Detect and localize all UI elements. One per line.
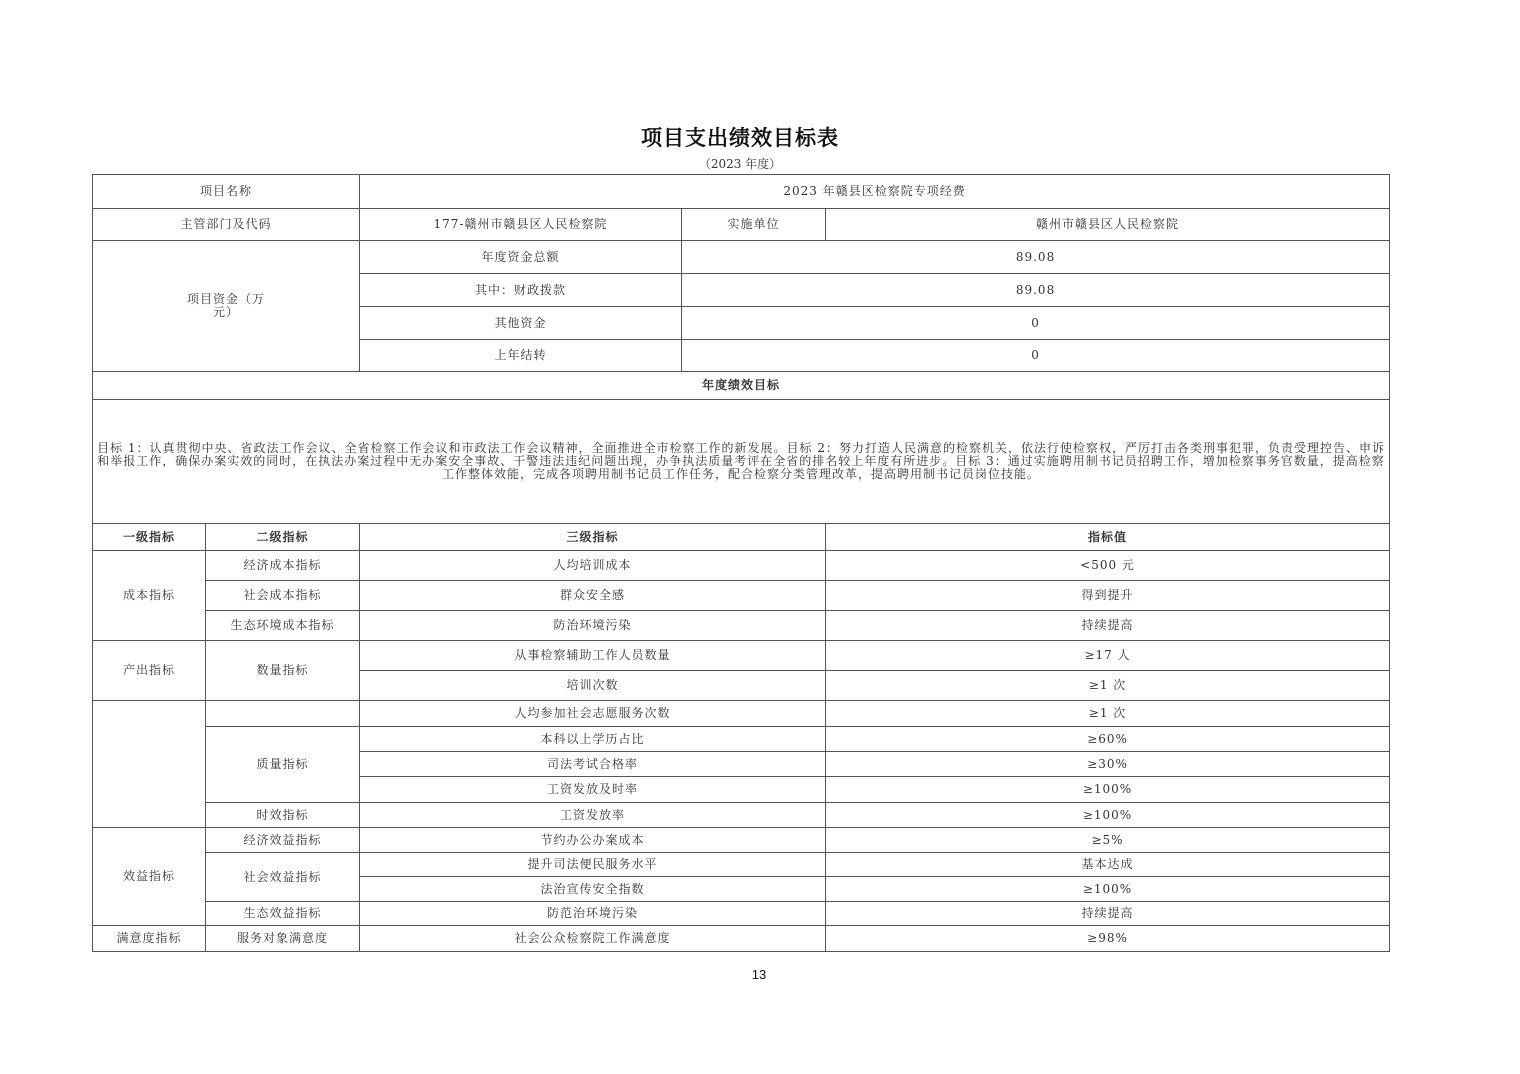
value-cell: ≥100% (826, 803, 1390, 828)
l2-cell: 经济效益指标 (206, 828, 360, 853)
funds-item-value: 0 (682, 340, 1390, 372)
value-cell: ≥5% (826, 828, 1390, 853)
value-cell: ≥30% (826, 752, 1390, 777)
funds-label: 项目资金（万元） (93, 241, 360, 372)
l2-social: 社会效益指标 (206, 853, 360, 902)
l2-cell: 社会成本指标 (206, 581, 360, 611)
l1-output: 产出指标 (93, 641, 206, 701)
funds-item-label: 上年结转 (360, 340, 682, 372)
table-row (93, 581, 1390, 611)
funds-item-value: 89.08 (682, 274, 1390, 307)
l1-satisfaction: 满意度指标 (93, 926, 206, 952)
l3-cell: 人均参加社会志愿服务次数 (360, 701, 826, 727)
value-cell: ≥98% (826, 926, 1390, 952)
value-cell: 得到提升 (826, 581, 1390, 611)
value-cell: 持续提高 (826, 902, 1390, 926)
department-row (93, 209, 1390, 241)
project-name-value: 2023 年赣县区检察院专项经费 (360, 175, 1390, 209)
l2-quantity: 数量指标 (206, 641, 360, 701)
value-cell: ≥17 人 (826, 641, 1390, 671)
table-row (93, 641, 1390, 671)
goals-text-row (93, 400, 1390, 524)
l3-cell: 工资发放及时率 (360, 777, 826, 803)
l2-cell: 经济成本指标 (206, 551, 360, 581)
l3-cell: 防治环境污染 (360, 611, 826, 641)
value-cell: ≥100% (826, 777, 1390, 803)
table-row (93, 611, 1390, 641)
goals-header: 年度绩效目标 (93, 372, 1390, 400)
impl-value: 赣州市赣县区人民检察院 (826, 209, 1390, 241)
page-number: 13 (751, 967, 767, 982)
page-title: 项目支出绩效目标表 (641, 126, 839, 150)
funds-item-label: 其他资金 (360, 307, 682, 340)
l3-cell: 工资发放率 (360, 803, 826, 828)
indicator-header-row (93, 524, 1390, 551)
l3-cell: 节约办公办案成本 (360, 828, 826, 853)
year-note: （2023 年度） (698, 157, 782, 171)
l2-cell: 生态环境成本指标 (206, 611, 360, 641)
table-row (93, 803, 1390, 828)
table-row (93, 727, 1390, 752)
funds-item-value: 0 (682, 307, 1390, 340)
performance-table (92, 174, 1390, 952)
l1-cost: 成本指标 (93, 551, 206, 641)
table-row (93, 926, 1390, 952)
value-cell: 持续提高 (826, 611, 1390, 641)
goals-text-cell (93, 400, 1390, 524)
l3-cell: 培训次数 (360, 671, 826, 701)
funds-item-label: 年度资金总额 (360, 241, 682, 274)
l2-timeliness: 时效指标 (206, 803, 360, 828)
project-name-label: 项目名称 (93, 175, 360, 209)
dept-value: 177-赣州市赣县区人民检察院 (360, 209, 682, 241)
value-cell: ≥60% (826, 727, 1390, 752)
value-cell: ≥1 次 (826, 701, 1390, 727)
l3-cell: 人均培训成本 (360, 551, 826, 581)
l3-cell: 社会公众检察院工作满意度 (360, 926, 826, 952)
value-cell: ≥1 次 (826, 671, 1390, 701)
value-header: 指标值 (826, 524, 1390, 551)
l3-cell: 本科以上学历占比 (360, 727, 826, 752)
funds-item-value: 89.08 (682, 241, 1390, 274)
l1-header: 一级指标 (93, 524, 206, 551)
value-cell: <500 元 (826, 551, 1390, 581)
table-row (93, 853, 1390, 877)
l2-header: 二级指标 (206, 524, 360, 551)
l3-header: 三级指标 (360, 524, 826, 551)
project-name-row (93, 175, 1390, 209)
goals-header-row (93, 372, 1390, 400)
l3-cell: 从事检察辅助工作人员数量 (360, 641, 826, 671)
table-row (93, 551, 1390, 581)
table-row (93, 701, 1390, 727)
value-cell: ≥100% (826, 877, 1390, 902)
funds-row (93, 241, 1390, 274)
table-row (93, 902, 1390, 926)
l3-cell: 防范治环境污染 (360, 902, 826, 926)
dept-label: 主管部门及代码 (93, 209, 360, 241)
l2-empty (206, 701, 360, 727)
funds-item-label: 其中：财政拨款 (360, 274, 682, 307)
l1-benefit: 效益指标 (93, 828, 206, 926)
l2-quality: 质量指标 (206, 727, 360, 803)
impl-label: 实施单位 (682, 209, 826, 241)
value-cell: 基本达成 (826, 853, 1390, 877)
l3-cell: 法治宣传安全指数 (360, 877, 826, 902)
l3-cell: 提升司法便民服务水平 (360, 853, 826, 877)
l2-cell: 生态效益指标 (206, 902, 360, 926)
goals-text: 目标 1：认真贯彻中央、省政法工作会议、全省检察工作会议和市政法工作会议精神，全面推进全市检察工作的新发展。目标 2：努力打造人民满意的检察机关，依法行使检察权，严厉打击各类刑事犯罪，负责受理控告、申诉和举报工作，确保办案实效的同时，在执法办案过程中无办案安全事故、干警违法违纪问题出现，办争执法质量考评在全省的排名较上年度有所进步。目标 3：通过实施聘用制书记员招聘工作，增加检察事务官数量，提高检察工作整体效能，完成各项聘用制书记员工作任务，配合检察分类管理改革，提高聘用制书记员岗位技能。 (97, 441, 1385, 481)
l2-satisfaction: 服务对象满意度 (206, 926, 360, 952)
l3-cell: 群众安全感 (360, 581, 826, 611)
l1-empty (93, 701, 206, 828)
l3-cell: 司法考试合格率 (360, 752, 826, 777)
table-row (93, 828, 1390, 853)
